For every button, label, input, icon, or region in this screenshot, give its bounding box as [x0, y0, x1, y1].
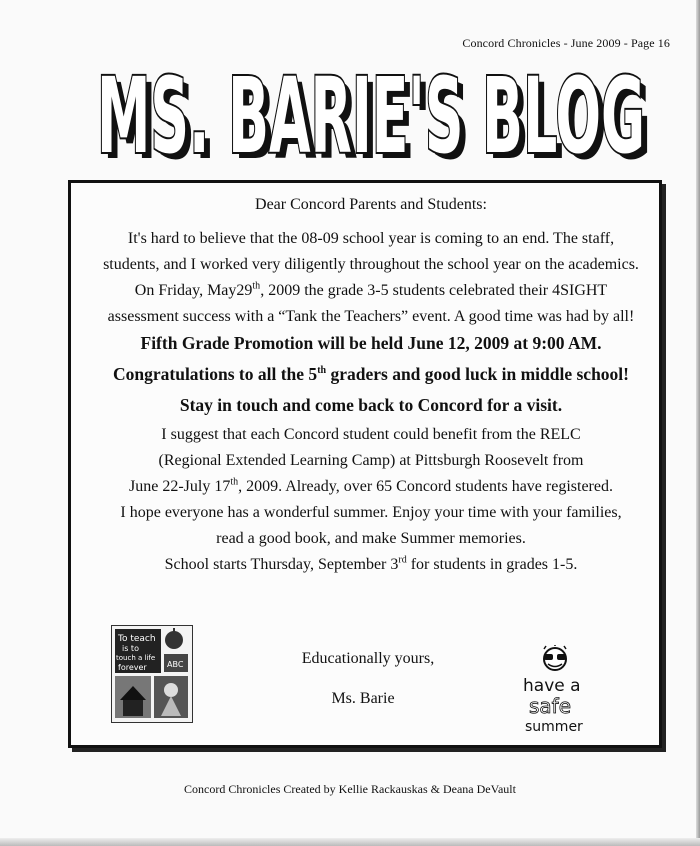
footer-credit: Concord Chronicles Created by Kellie Rackauskas & Deana DeVault [184, 782, 516, 796]
letter-greeting: Dear Concord Parents and Students: [255, 196, 487, 213]
closing: Educationally yours, [301, 650, 435, 667]
letter-line: I suggest that each Concord student could benefit from the RELC [161, 426, 581, 443]
svg-text:ABC: ABC [167, 660, 184, 669]
letter-line: School starts Thursday, September 3rd for students in grades 1-5. [164, 554, 578, 573]
svg-text:summer: summer [525, 719, 583, 735]
svg-text:To teach: To teach [118, 634, 156, 644]
masthead-shadow: MS. BARIE'S BLOG [103, 61, 651, 173]
signature: Ms. Barie [331, 690, 395, 707]
masthead-title [95, 58, 655, 173]
letter-line: I hope everyone has a wonderful summer. Enjoy your time with your families, [120, 504, 622, 521]
svg-text:forever: forever [118, 663, 147, 672]
svg-text:safe: safe [529, 694, 572, 718]
angel-icon [164, 683, 178, 697]
letter-line: read a good book, and make Summer memories. [216, 530, 526, 547]
promotion-notice: Fifth Grade Promotion will be held June 12, 2009 at 9:00 AM. [140, 333, 602, 353]
congrats-line: Congratulations to all the 5th graders and good luck in middle school! [113, 364, 629, 384]
letter-line: assessment success with a “Tank the Teachers” event. A good time was had by all! [107, 308, 635, 325]
page-edge-right [696, 0, 700, 846]
stay-in-touch-line: Stay in touch and come back to Concord for a visit. [179, 395, 563, 415]
letter-line: It's hard to believe that the 08-09 school year is coming to an end. The staff, [127, 230, 615, 247]
letter-line: (Regional Extended Learning Camp) at Pittsburgh Roosevelt from [158, 452, 584, 469]
letter-line: On Friday, May29th, 2009 the grade 3-5 students celebrated their 4SIGHT [134, 280, 608, 299]
svg-text:is to: is to [122, 644, 139, 653]
sunglasses-sun-clipart-icon [521, 645, 613, 737]
letter-box [68, 180, 662, 748]
masthead-outline: MS. BARIE'S BLOG [97, 58, 645, 173]
page-edge-bottom [0, 838, 700, 846]
school-apple-clipart-icon [111, 625, 193, 723]
running-head: Concord Chronicles - June 2009 - Page 16 [462, 36, 670, 50]
sun-icon [544, 645, 566, 670]
letter-line: students, and I worked very diligently throughout the school year on the academics. [103, 256, 639, 273]
apple-icon [165, 631, 183, 649]
letter-line: June 22-July 17th, 2009. Already, over 65 Concord students have registered. [129, 476, 613, 495]
svg-text:have a: have a [523, 676, 581, 696]
svg-text:touch a life: touch a life [116, 654, 156, 662]
